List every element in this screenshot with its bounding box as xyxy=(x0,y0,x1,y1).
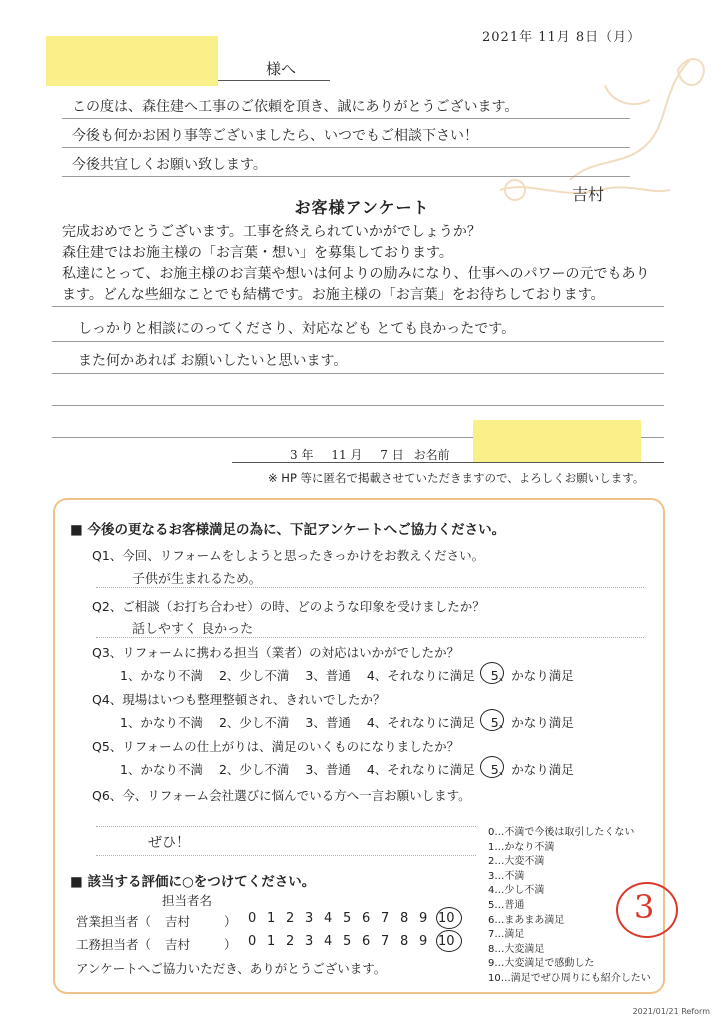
letter-line-1: この度は、森住建へ工事のご依頼を頂き、誠にありがとうございます。 xyxy=(72,99,519,115)
works-scale xyxy=(248,934,460,949)
signature-date xyxy=(290,446,450,463)
scale-10: 10 xyxy=(438,911,455,926)
anonymity-note: ※ HP 等に匿名で掲載させていただきますので、よろしくお願いします。 xyxy=(268,471,645,485)
sales-name: 吉村 xyxy=(165,914,191,929)
question-6: Q6、今、リフォーム会社選びに悩んでいる方へ一言お願いします。 xyxy=(92,788,471,803)
rating-heading xyxy=(70,870,315,890)
option-5-label: 、かなり満足 xyxy=(498,762,574,777)
scale-2: 2 xyxy=(286,934,295,949)
option-2: 2、少し不満 xyxy=(218,762,290,777)
question-3-options xyxy=(120,666,574,684)
scale-2: 2 xyxy=(286,911,295,926)
legend-3: 3…不満 xyxy=(488,870,525,882)
legend-7: 7…満足 xyxy=(488,929,525,941)
signature-rule xyxy=(232,462,664,463)
scale-0: 0 xyxy=(248,911,257,926)
scale-5: 5 xyxy=(343,911,352,926)
recipient-suffix: 様へ xyxy=(266,60,297,78)
answer-2-rule xyxy=(96,637,644,638)
scale-7: 7 xyxy=(381,911,390,926)
letter-signature: 吉村 xyxy=(572,185,605,204)
letter-date: 2021年 11月 8日（月） xyxy=(482,30,642,45)
survey-title: お客様アンケート xyxy=(294,198,430,217)
intro-line-4: ます。どんな些細なことでも結構です。お施主様の「お言葉」をお待ちしております。 xyxy=(62,287,605,303)
works-score-circle xyxy=(436,930,462,952)
comment-rule-4 xyxy=(52,405,664,406)
sales-score-circle xyxy=(436,907,462,929)
scale-3: 3 xyxy=(305,911,314,926)
scale-6: 6 xyxy=(362,911,371,926)
works-close-paren: ） xyxy=(224,937,237,952)
customer-comment-1: しっかりと相談にのってくださり、対応なども とても良かったです。 xyxy=(78,321,516,337)
answer-1-rule xyxy=(96,587,644,588)
option-4: 4、それなりに満足 xyxy=(366,762,475,777)
option-4: 4、それなりに満足 xyxy=(366,715,475,730)
answer-1: 子供が生まれるため。 xyxy=(132,572,262,587)
intro-line-1: 完成おめでとうございます。工事を終えられていかがでしょうか？ xyxy=(62,224,481,240)
intro-line-3: 私達にとって、お施主様のお言葉や想いは何よりの励みになり、仕事へのパワーの元でもあり xyxy=(62,266,650,282)
legend-9: 9…大変満足で感動した xyxy=(488,958,595,970)
staff-name-label: 担当者名 xyxy=(162,893,213,908)
rating-heading-text: 該当する評価に○をつけてください。 xyxy=(87,874,316,890)
scale-8: 8 xyxy=(400,934,409,949)
scale-8: 8 xyxy=(400,911,409,926)
form-code: 2021/01/21 Reform xyxy=(632,1007,710,1016)
sign-month-unit: 月 xyxy=(350,448,363,462)
question-5: Q5、リフォームの仕上がりは、満足のいくものになりましたか？ xyxy=(92,739,460,754)
bullet-square-icon: ■ xyxy=(70,874,83,890)
legend-8: 8…大変満足 xyxy=(488,943,545,955)
option-1: 1、かなり不満 xyxy=(120,715,203,730)
comment-rule-3 xyxy=(52,373,664,374)
name-label: お名前 xyxy=(413,448,450,462)
selected-circle-q4 xyxy=(480,709,504,731)
option-3: 3、普通 xyxy=(305,715,351,730)
option-2: 2、少し不満 xyxy=(218,715,290,730)
letter-rule-1 xyxy=(62,118,630,119)
sales-row xyxy=(76,912,237,930)
legend-1: 1…かなり不満 xyxy=(488,841,555,853)
legend-6: 6…まあまあ満足 xyxy=(488,914,565,926)
question-2: Q2、ご相談（お打ち合わせ）の時、どのような印象を受けましたか？ xyxy=(92,599,485,614)
question-3: Q3、リフォームに携わる担当（業者）の対応はいかがでしたか？ xyxy=(92,645,460,660)
option-3: 3、普通 xyxy=(305,668,351,683)
scale-6: 6 xyxy=(362,934,371,949)
scale-1: 1 xyxy=(267,911,276,926)
scale-9: 9 xyxy=(419,911,428,926)
customer-comment-2: また何かあれば お願いしたいと思います。 xyxy=(78,353,348,369)
option-5: 5 xyxy=(490,762,499,777)
sign-year-unit: 年 xyxy=(301,448,314,462)
answer-6: ぜひ！ xyxy=(148,835,190,851)
legend-5: 5…普通 xyxy=(488,899,525,911)
works-name: 吉村 xyxy=(165,937,191,952)
redacted-customer-name xyxy=(473,420,641,462)
sign-day: 7 xyxy=(380,448,388,462)
sales-label: 営業担当者（ xyxy=(76,914,152,929)
comment-rule-1 xyxy=(52,306,664,307)
option-2: 2、少し不満 xyxy=(218,668,290,683)
scale-0: 0 xyxy=(248,934,257,949)
scale-4: 4 xyxy=(324,934,333,949)
comment-rule-2 xyxy=(52,341,664,342)
letter-rule-2 xyxy=(62,147,630,148)
sign-day-unit: 日 xyxy=(391,448,404,462)
question-4: Q4、現場はいつも整理整頓され、きれいでしたか？ xyxy=(92,692,386,707)
works-label: 工務担当者（ xyxy=(76,937,152,952)
legend-10: 10…満足でぜひ周りにも紹介したい xyxy=(488,972,651,984)
option-1: 1、かなり不満 xyxy=(120,668,203,683)
intro-line-2: 森住建ではお施主様の「お言葉・想い」を募集しております。 xyxy=(62,245,453,261)
scale-4: 4 xyxy=(324,911,333,926)
question-4-options xyxy=(120,713,574,731)
letter-line-2: 今後も何かお困り事等ございましたら、いつでもご相談下さい！ xyxy=(72,128,478,144)
works-row xyxy=(76,935,237,953)
survey-intro xyxy=(62,222,672,306)
redacted-name-sticky xyxy=(46,36,218,86)
answer-2: 話しやすく 良かった xyxy=(132,622,254,637)
legend-0: 0…不満で今後は取引したくない xyxy=(488,827,635,838)
option-5: 5 xyxy=(490,715,499,730)
questionnaire-heading xyxy=(70,518,505,538)
legend-2: 2…大変不満 xyxy=(488,856,545,868)
option-3: 3、普通 xyxy=(305,762,351,777)
selected-circle-q3 xyxy=(480,662,504,684)
question-1: Q1、今回、リフォームをしようと思ったきっかけをお教えください。 xyxy=(92,548,485,563)
scale-10: 10 xyxy=(438,934,455,949)
bullet-square-icon: ■ xyxy=(70,522,83,538)
scale-7: 7 xyxy=(381,934,390,949)
scale-1: 1 xyxy=(267,934,276,949)
selected-circle-q5 xyxy=(480,756,504,778)
option-5-label: 、かなり満足 xyxy=(498,668,574,683)
sign-month: 11 xyxy=(331,448,347,462)
question-5-options xyxy=(120,760,574,778)
answer-6-rule-2 xyxy=(96,855,476,856)
scale-3: 3 xyxy=(305,934,314,949)
letter-rule-3 xyxy=(62,176,630,177)
option-5: 5 xyxy=(490,668,499,683)
scale-5: 5 xyxy=(343,934,352,949)
red-annotation-number: 3 xyxy=(634,888,655,926)
letter-line-3: 今後共宜しくお願い致します。 xyxy=(72,157,267,173)
sign-year: 3 xyxy=(290,448,298,462)
answer-6-rule-1 xyxy=(96,826,476,827)
sales-close-paren: ） xyxy=(224,914,237,929)
legend-4: 4…少し不満 xyxy=(488,885,545,897)
option-4: 4、それなりに満足 xyxy=(366,668,475,683)
questionnaire-heading-text: 今後の更なるお客様満足の為に、下記アンケートへご協力ください。 xyxy=(87,522,506,538)
scale-9: 9 xyxy=(419,934,428,949)
thanks-text: アンケートへご協力いただき、ありがとうございます。 xyxy=(76,961,387,976)
sales-scale xyxy=(248,911,460,926)
option-5-label: 、かなり満足 xyxy=(498,715,574,730)
recipient-underline xyxy=(218,80,330,81)
option-1: 1、かなり不満 xyxy=(120,762,203,777)
